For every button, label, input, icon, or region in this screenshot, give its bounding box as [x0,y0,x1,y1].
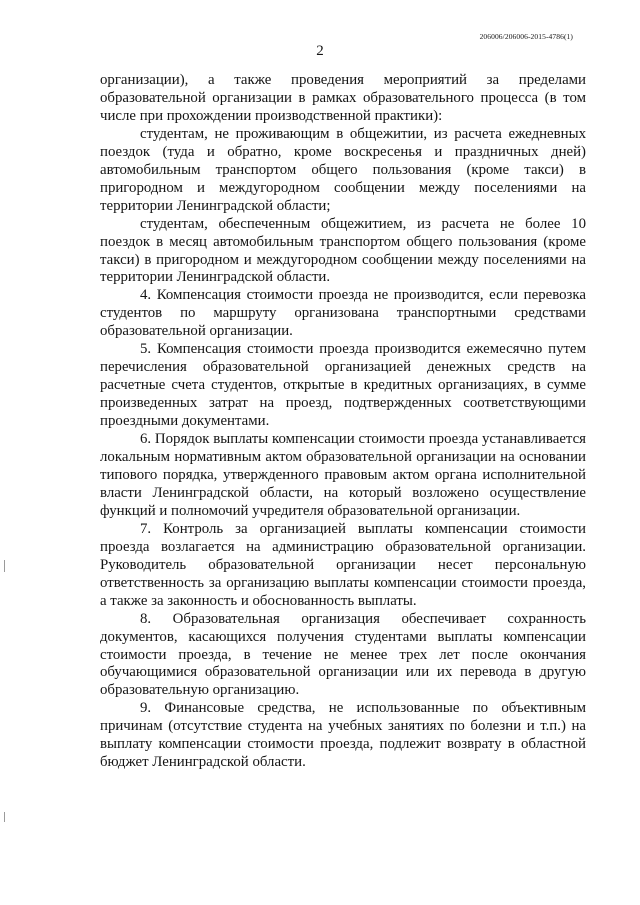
paragraph-item-5: 5. Компенсация стоимости проезда производится ежемесячно путем перечисления образовательной организацией денежных средств на расчетные счета студентов, открытые в кредитных организациях, в сумме произведенных затрат на проезд, подтвержденных соответствующими проездными документами. [100,341,586,430]
paragraph-continuation: организации), а также проведения мероприятий за пределами образовательной организации в рамках образовательного процесса (в том числе при прохождении производственной практики): [100,72,586,124]
paragraph-item-9: 9. Финансовые средства, не использованные по объективным причинам (отсутствие студента на учебных занятиях по болезни и т.п.) на выплату компенсации стоимости проезда, подлежит возврату в областной бюджет Ленинградской области. [100,700,586,771]
paragraph-item-8: 8. Образовательная организация обеспечивает сохранность документов, касающихся получения студентами выплаты компенсации стоимости проезда, в течение не менее трех лет после окончания обучающимися образовательной организации или их перевода в другую образовательную организацию. [100,610,586,699]
paragraph-non-resident-students: студентам, не проживающим в общежитии, из расчета ежедневных поездок (туда и обратно, кроме воскресенья и праздничных дней) автомобильным транспортом общего пользования (кроме такси) в пригородном и междугородном сообщении между поселениями на территории Ленинградской области; [100,125,586,214]
page-number: 2 [316,43,324,59]
scan-edge-mark [4,812,5,822]
scan-edge-mark [4,560,5,572]
paragraph-dormitory-students: студентам, обеспеченным общежитием, из расчета не более 10 поездок в месяц автомобильным транспортом общего пользования (кроме такси) в пригородном и междугородном сообщении между поселениями на территории Ленинградской области. [100,215,586,286]
paragraph-item-7: 7. Контроль за организацией выплаты компенсации стоимости проезда возлагается на администрацию образовательной организации. Руководитель образовательной организации несет персональную ответственность за организацию выплаты компенсации стоимости проезда, а также за законность и обоснованность выплаты. [100,520,586,609]
paragraph-item-6: 6. Порядок выплаты компенсации стоимости проезда устанавливается локальным нормативным актом образовательной организации на основании типового порядка, утвержденного правовым актом органа исполнительной власти Ленинградской области, на который возложено осуществление функций и полномочий учредителя образовательной организации. [100,431,586,519]
paragraph-item-4: 4. Компенсация стоимости проезда не производится, если перевозка студентов по маршруту организована транспортными средствами образовательной организации. [100,287,586,340]
document-id: 206006/206006-2015-4786(1) [479,32,573,41]
document-body [100,72,586,772]
